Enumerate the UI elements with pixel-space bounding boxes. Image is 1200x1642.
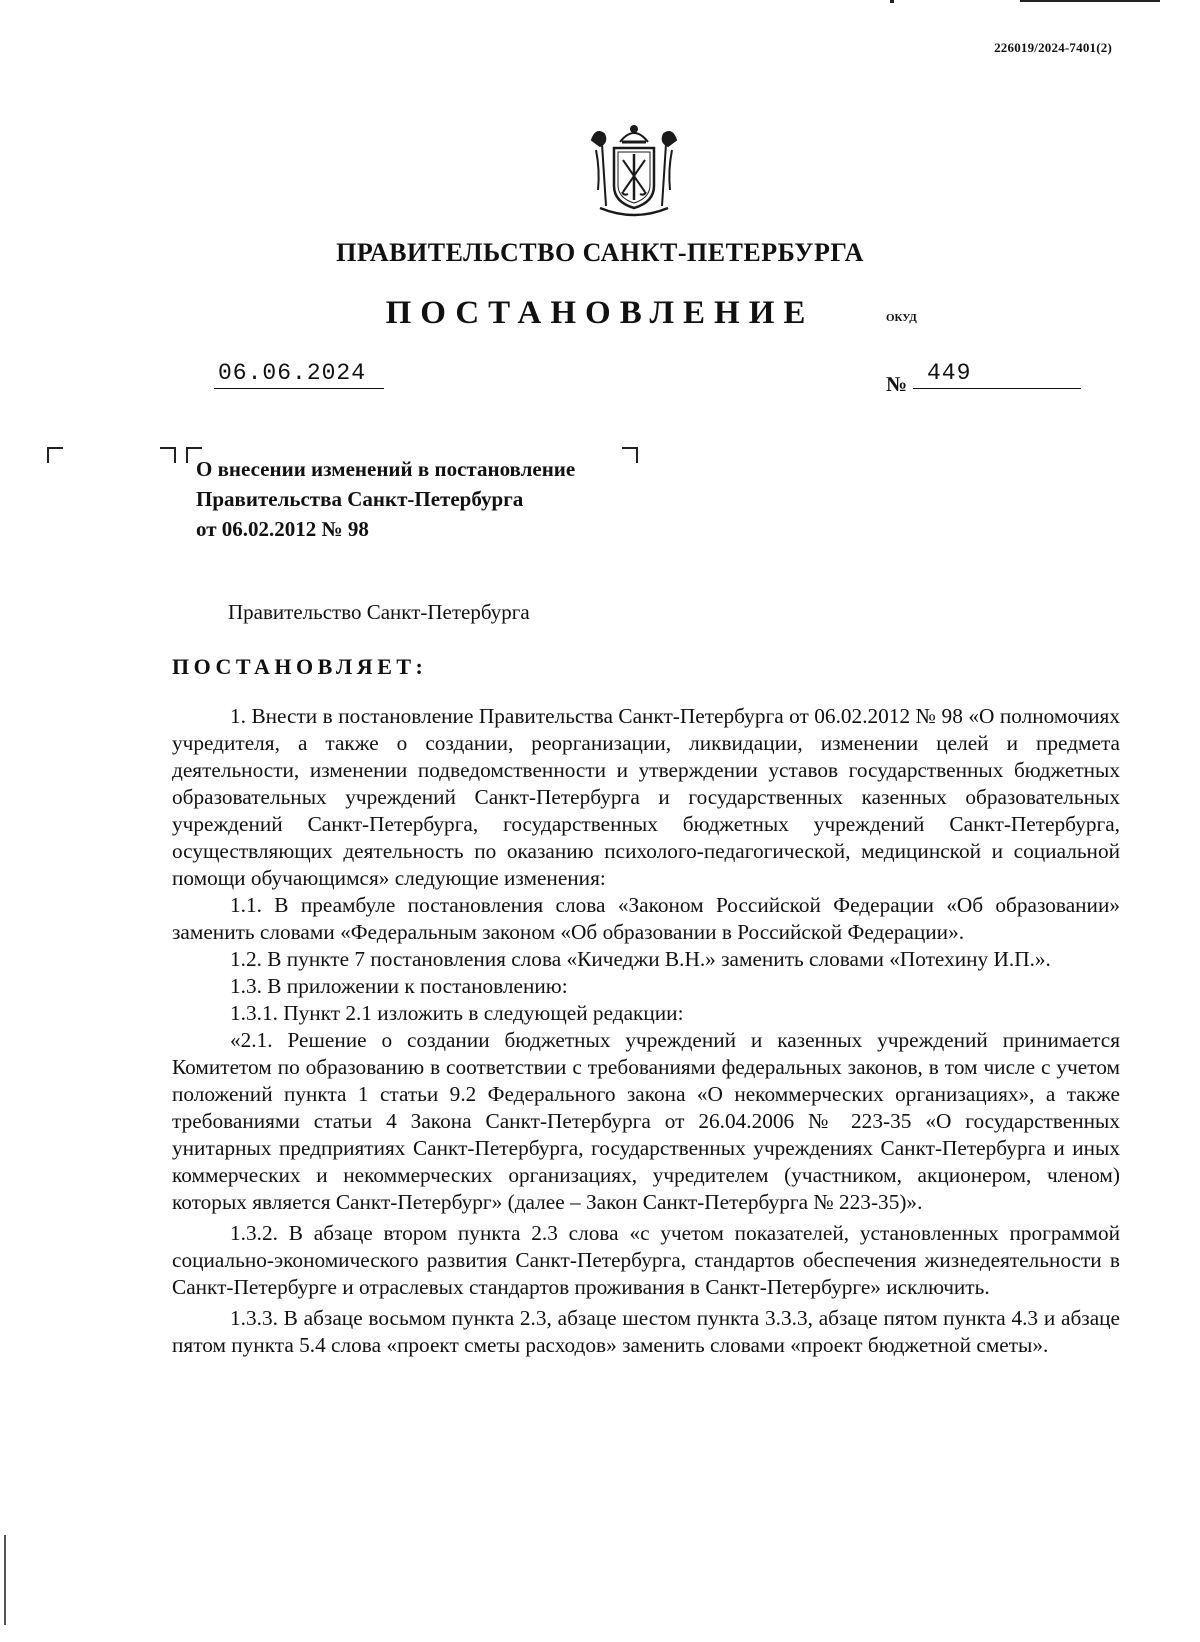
paragraph: 1.1. В преамбуле постановления слова «Законом Российской Федерации «Об образовании» заменить словами «Федеральным законом «Об образовании в Российской Федерации». [172,893,1120,944]
subject-line: от 06.02.2012 № 98 [196,517,369,541]
document-id: 226019/2024-7401(2) [994,40,1112,55]
paragraph: 1.3.1. Пункт 2.1 изложить в следующей редакции: [230,1001,684,1025]
paragraph: 1.2. В пункте 7 постановления слова «Кичеджи В.Н.» заменить словами «Потехину И.П.». [230,947,1051,971]
decree-number: 449 [913,360,1081,389]
paragraph: 1.3.3. В абзаце восьмом пункта 2.3, абзаце шестом пункта 3.3.3, абзаце пятом пункта 4.3 и абзаце пятом пункта 5.4 слова «проект сметы расходов» заменить словами «проект бюджетной сметы». [172,1306,1120,1357]
scan-mark [4,1535,6,1625]
issuing-authority: Правительство Санкт-Петербурга [228,600,530,624]
paragraph: 1.3.2. В абзаце втором пункта 2.3 слова «с учетом показателей, установленных программой социально-экономического развития Санкт-Петербурга, стандартов обеспечения жизнедеятельности в Санкт-Петербурге и отраслевых стандартов проживания в Санкт-Петербурге» исключить. [172,1221,1120,1299]
subject-line: Правительства Санкт-Петербурга [196,487,524,511]
number-sign: № [886,372,908,396]
coat-of-arms-icon [578,120,690,222]
paragraph: «2.1. Решение о создании бюджетных учреждений и казенных учреждений принимается Комитетом по образованию в соответствии с требованиями федеральных законов, в том числе с учетом положений пункта 1 статьи 9.2 Федерального закона «О некоммерческих организациях», а также требованиями статьи 4 Закона Санкт-Петербурга от 26.04.2006 № 223-35 «О государственных унитарных предприятиях Санкт-Петербурга, государственных учреждениях Санкт-Петербурга и иных коммерческих и некоммерческих организациях, учредителем (участником, акционером, членом) которых является Санкт-Петербург» (далее – Закон Санкт-Петербурга № 223-35)». [172,1028,1120,1214]
paragraph: 1. Внести в постановление Правительства Санкт-Петербурга от 06.02.2012 № 98 «О полномочиях учредителя, а также о создании, реорганизации, ликвидации, изменении целей и предмета деятельности, изменении подведомственности и утверждении уставов государственных бюджетных образовательных учреждений Санкт-Петербурга и государственных казенных образовательных учреждений Санкт-Петербурга, государственных бюджетных учреждений Санкт-Петербурга, осуществляющих деятельность по оказанию психолого-педагогической, медицинской и социальной помощи обучающимся» следующие изменения: [172,704,1120,890]
decree-body [172,703,1120,1359]
resolves-heading: ПОСТАНОВЛЯЕТ: [172,654,428,679]
paragraph: 1.3. В приложении к постановлению: [230,974,568,998]
decree-subject [196,454,656,544]
subject-line: О внесении изменений в постановление [196,457,576,481]
scan-mark [1020,0,1160,2]
bracket-mark [160,447,176,463]
scan-mark [890,0,894,3]
decree-date: 06.06.2024 [214,360,384,389]
okud-label: ОКУД [886,312,917,324]
decree-title: ПОСТАНОВЛЕНИЕ [385,295,815,331]
bracket-mark [47,447,63,463]
government-title: ПРАВИТЕЛЬСТВО САНКТ-ПЕТЕРБУРГА [336,238,864,267]
